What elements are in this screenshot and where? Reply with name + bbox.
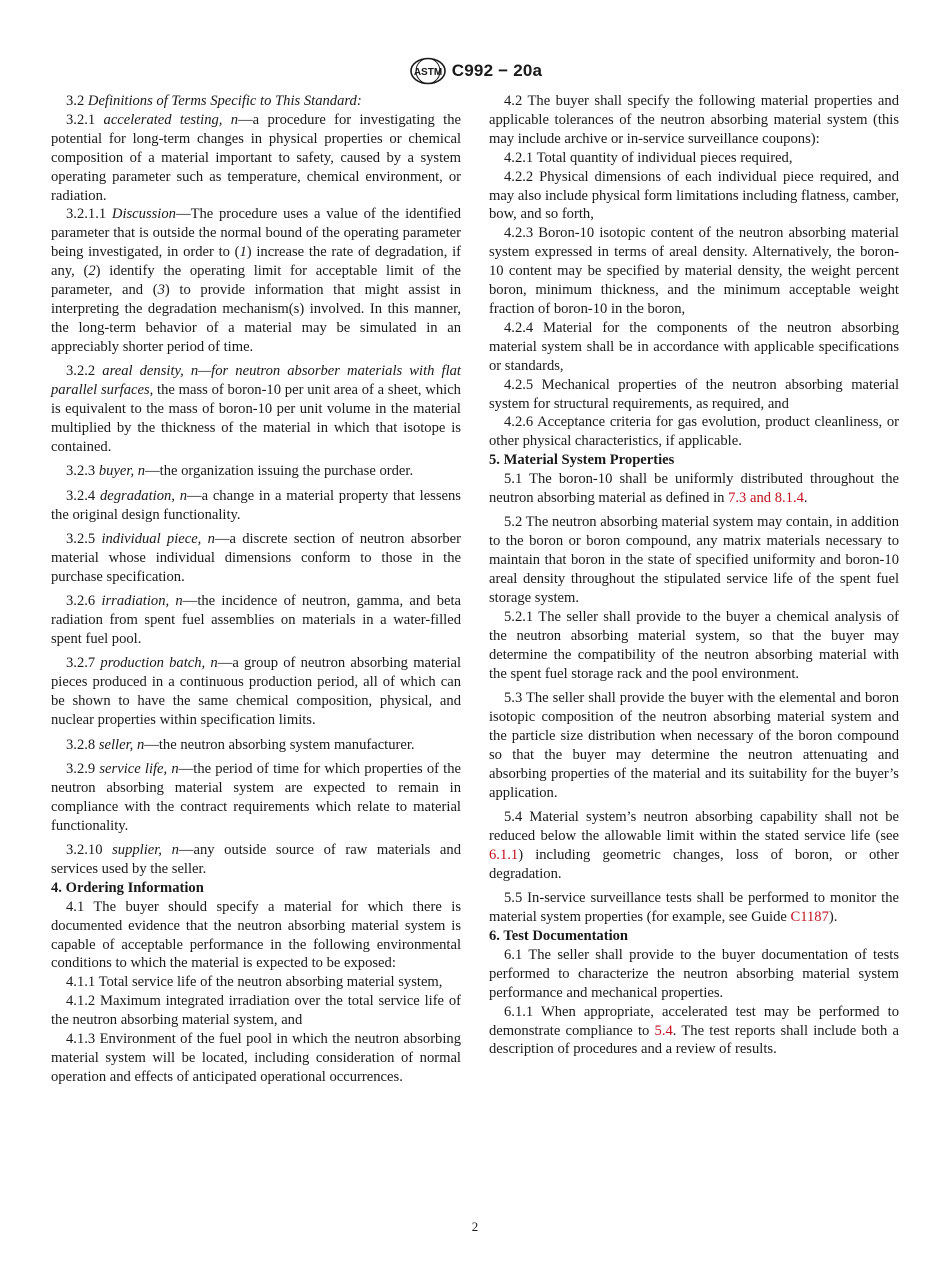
section-6-heading: 6. Test Documentation <box>489 927 629 944</box>
paragraph-6-1-1: 6.1.1 When appropriate, accelerated test may be performed to demonstrate compliance to 5.4. The test reports shall include both a description of procedures and a review of results. <box>489 1003 900 1058</box>
paragraph-3-2-10: 3.2.10 supplier, n—any outside source of raw materials and services used by the seller. <box>51 842 461 877</box>
paragraph-5-1: 5.1 The boron-10 shall be uniformly distributed throughout the neutron absorbing material as defined in 7.3 and 8.1.4. <box>489 471 899 507</box>
paragraph-5-5: 5.5 In-service surveillance tests shall be performed to monitor the material system properties (for example, see Guide C1187). <box>489 890 899 926</box>
paragraph-5-4: 5.4 Material system’s neutron absorbing capability shall not be reduced below the allowable limit within the stated service life (see 6.1.1) including geometric changes, loss of boron, or other degradation. <box>489 809 899 882</box>
paragraph-4-1-2: 4.1.2 Maximum integrated irradiation over the total service life of the neutron absorbing material system, and <box>51 993 461 1029</box>
paragraph-4-2-1: 4.2.1 Total quantity of individual pieces required, <box>504 149 793 166</box>
paragraph-3-2-9: 3.2.9 service life, n—the period of time for which properties of the neutron absorbing material system are expected to remain in compliance with the contract requirements which relate to material functionality. <box>51 760 461 834</box>
astm-logo-icon <box>408 57 448 85</box>
page-header <box>0 56 950 86</box>
right-column <box>489 92 899 1059</box>
paragraph-3-2-3: 3.2.3 buyer, n—the organization issuing the purchase order. <box>66 463 414 480</box>
svg-text:ASTM: ASTM <box>413 67 442 78</box>
ref-link-5-4[interactable]: 5.4 <box>654 1022 673 1039</box>
paragraph-3-2-1-1: 3.2.1.1 Discussion—The procedure uses a value of the identified parameter that is outside the normal bound of the operating parameter being investigated, in order to (1) increase the rate of degradation, if any, (2) identify the operating limit for acceptable limit of the parameter, and (3) to provide information that might assist in interpreting the degradation mechanism(s) involved. In this manner, the long-term behavior of a material may be simulated in an appreciably shorter period of time. <box>51 206 461 355</box>
section-5-heading: 5. Material System Properties <box>489 452 675 469</box>
paragraph-3-2-8: 3.2.8 seller, n—the neutron absorbing system manufacturer. <box>66 736 415 753</box>
ref-link-6-1-1[interactable]: 6.1.1 <box>489 846 519 863</box>
paragraph-4-2-2: 4.2.2 Physical dimensions of each individual piece required, and may also include physical form limitations including flatness, camber, bow, and so forth, <box>489 168 899 223</box>
paragraph-3-2: 3.2 Definitions of Terms Specific to This Standard: <box>66 93 362 109</box>
paragraph-4-1-1: 4.1.1 Total service life of the neutron absorbing material system, <box>66 974 443 991</box>
ref-link-7-3-8-1-4[interactable]: 7.3 and 8.1.4 <box>728 490 804 507</box>
paragraph-5-2: 5.2 The neutron absorbing material system may contain, in addition to the boron or boron compound, any matrix materials necessary to maintain that boron in the state of specified uniformity and boron-10 areal density throughout the stipulated service life of the spent fuel storage system. <box>489 514 899 607</box>
paragraph-5-2-1: 5.2.1 The seller shall provide to the buyer a chemical analysis of the neutron absorbing material system, so that the buyer may determine the compatibility of the neutron absorbing material with the spent fuel storage rack and the pool environment. <box>489 608 899 682</box>
paragraph-3-2-7: 3.2.7 production batch, n—a group of neutron absorbing material pieces produced in a continuous production period, all of which can be shown to have the same chemical composition, physical, and nuclear properties within specification limits. <box>51 655 462 729</box>
section-4-heading: 4. Ordering Information <box>51 879 204 896</box>
paragraph-4-2: 4.2 The buyer shall specify the following material properties and applicable tolerances of the neutron absorbing material system (this may include archive or in-service surveillance coupons): <box>489 93 899 147</box>
paragraph-4-2-3: 4.2.3 Boron-10 isotopic content of the neutron absorbing material system expressed in terms of areal density. Alternatively, the boron-10 content may be specified by material density, the weight percent boron, minimum thickness, and the minimum acceptable weight fraction of boron-10 in the boron, <box>489 225 899 317</box>
paragraph-5-3: 5.3 The seller shall provide the buyer with the elemental and boron isotopic composition of the neutron absorbing material system and the particle size distribution when necessary of the boron compound so that the buyer may determine the neutron attenuating and absorbing properties of the material and its suitability for the buyer’s application. <box>489 690 899 801</box>
paragraph-3-2-6: 3.2.6 irradiation, n—the incidence of neutron, gamma, and beta radiation from spent fuel assemblies on materials in a water-filled spent fuel pool. <box>51 593 462 647</box>
paragraph-4-2-4: 4.2.4 Material for the components of the neutron absorbing material system shall be in accordance with applicable specifications or standards, <box>489 319 899 374</box>
left-column <box>51 92 461 1087</box>
paragraph-4-1-3: 4.1.3 Environment of the fuel pool in which the neutron absorbing material system will be located, including consideration of normal operation and effects of anticipated operational occurrences. <box>51 1031 461 1085</box>
paragraph-3-2-1: 3.2.1 accelerated testing, n—a procedure for investigating the potential for long-term changes in physical properties or chemical composition of a material important to safety, caused by a system operating parameter such as temperature, chemical environment, or radiation. <box>51 111 461 204</box>
paragraph-3-2-4: 3.2.4 degradation, n—a change in a material property that lessens the original design functionality. <box>51 487 461 523</box>
paragraph-4-1: 4.1 The buyer should specify a material for which there is documented evidence that the neutron absorbing material system is capable of acceptable performance in the following environmental conditions to which the material is expected to be exposed: <box>51 898 461 972</box>
document-id: C992 − 20a <box>451 61 543 80</box>
paragraph-4-2-5: 4.2.5 Mechanical properties of the neutron absorbing material system for structural requirements, as required, and <box>489 376 899 412</box>
paragraph-3-2-5: 3.2.5 individual piece, n—a discrete section of neutron absorber material whose individual dimensions conform to those in the purchase specification. <box>51 530 461 585</box>
paragraph-3-2-2: 3.2.2 areal density, n—for neutron absorber materials with flat parallel surfaces, the mass of boron-10 per unit area of a sheet, which is equivalent to the mass of boron-10 per unit volume in the material multiplied by the thickness of the material in which that isotope is contained. <box>51 363 461 455</box>
page-number: 2 <box>471 1219 479 1234</box>
ref-link-c1187[interactable]: C1187 <box>790 909 829 926</box>
paragraph-4-2-6: 4.2.6 Acceptance criteria for gas evolution, product cleanliness, or other physical characteristics, if applicable. <box>489 414 899 450</box>
paragraph-6-1: 6.1 The seller shall provide to the buyer documentation of tests performed to characterize the neutron absorbing material system performance and mechanical properties. <box>489 946 899 1001</box>
